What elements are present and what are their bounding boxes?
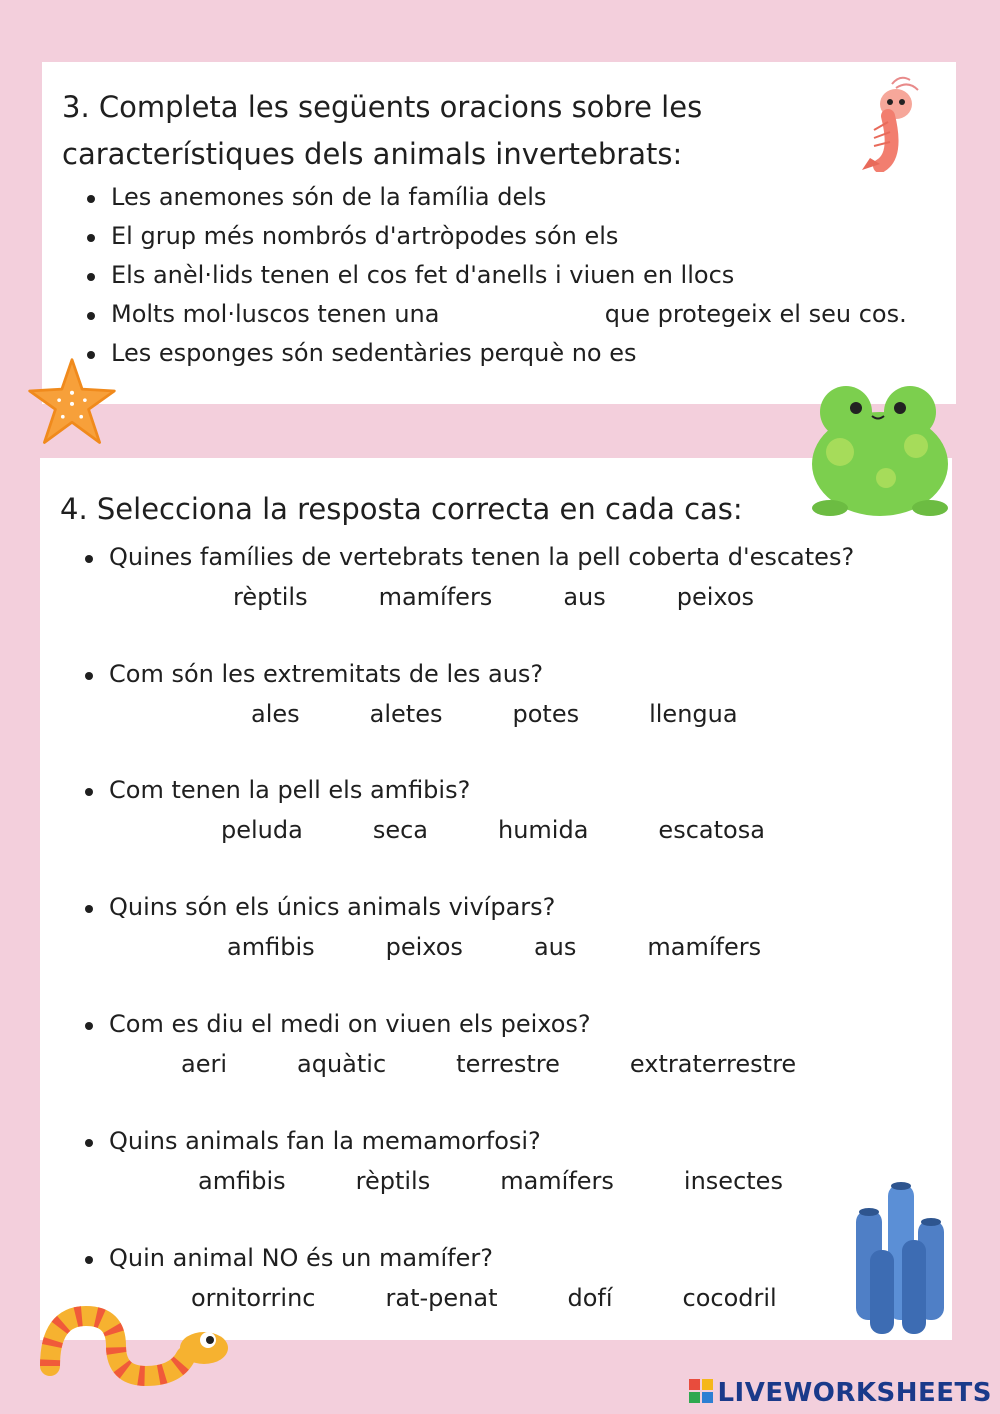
option[interactable]: rèptils bbox=[355, 1167, 431, 1195]
option[interactable]: ales bbox=[251, 700, 300, 728]
question-text: Com tenen la pell els amfibis? bbox=[40, 771, 952, 810]
question-text: Quin animal NO és un mamífer? bbox=[40, 1239, 952, 1278]
option[interactable]: seca bbox=[372, 816, 428, 844]
question-item bbox=[40, 538, 952, 611]
options-row bbox=[227, 927, 761, 967]
option[interactable]: extraterrestre bbox=[629, 1050, 797, 1078]
footer-brand-text: LIVEWORKSHEETS bbox=[717, 1378, 992, 1408]
option[interactable]: insectes bbox=[683, 1167, 783, 1195]
option[interactable]: cocodril bbox=[682, 1284, 777, 1312]
section-4-heading: 4. Selecciona la resposta correcta en cada cas: bbox=[60, 492, 743, 526]
question-item bbox=[40, 1239, 952, 1312]
options-row bbox=[198, 1161, 783, 1201]
question-item bbox=[40, 1005, 952, 1078]
answer-blank[interactable] bbox=[554, 183, 704, 213]
option[interactable]: peixos bbox=[676, 583, 755, 611]
answer-blank[interactable] bbox=[447, 300, 597, 330]
section-3-list bbox=[42, 178, 907, 373]
liveworksheets-logo-icon bbox=[689, 1379, 713, 1407]
option[interactable]: escatosa bbox=[658, 816, 765, 844]
option[interactable]: amfibis bbox=[227, 933, 315, 961]
option[interactable]: rat-penat bbox=[385, 1284, 498, 1312]
option[interactable]: amfibis bbox=[198, 1167, 286, 1195]
answer-blank[interactable] bbox=[644, 339, 794, 369]
question-text: Com es diu el medi on viuen els peixos? bbox=[40, 1005, 952, 1044]
option[interactable]: aletes bbox=[369, 700, 443, 728]
option[interactable]: mamífers bbox=[378, 583, 493, 611]
list-item bbox=[42, 295, 907, 334]
sentence-text-after: que protegeix el seu cos. bbox=[604, 300, 907, 328]
sentence-text: Molts mol·luscos tenen una bbox=[111, 300, 440, 328]
option[interactable]: aus bbox=[533, 933, 577, 961]
shrimp-icon bbox=[852, 74, 928, 176]
answer-blank[interactable] bbox=[626, 222, 776, 252]
footer-brand bbox=[689, 1378, 992, 1408]
list-item bbox=[42, 178, 907, 217]
list-item bbox=[42, 256, 907, 295]
starfish-icon bbox=[26, 356, 118, 452]
question-item bbox=[40, 655, 952, 728]
question-item bbox=[40, 1122, 952, 1195]
options-row bbox=[191, 1278, 777, 1318]
option[interactable]: humida bbox=[498, 816, 589, 844]
options-row bbox=[233, 577, 754, 617]
option[interactable]: dofí bbox=[567, 1284, 613, 1312]
sentence-text: El grup més nombrós d'artròpodes són els bbox=[111, 222, 619, 250]
option[interactable]: aquàtic bbox=[297, 1050, 387, 1078]
option[interactable]: peluda bbox=[221, 816, 303, 844]
list-item bbox=[42, 334, 907, 373]
option[interactable]: llengua bbox=[649, 700, 738, 728]
option[interactable]: potes bbox=[512, 700, 580, 728]
question-item bbox=[40, 771, 952, 844]
frog-icon bbox=[806, 372, 954, 526]
option[interactable]: aus bbox=[563, 583, 606, 611]
option[interactable]: terrestre bbox=[456, 1050, 560, 1078]
option[interactable]: ornitorrinc bbox=[191, 1284, 316, 1312]
question-text: Com són les extremitats de les aus? bbox=[40, 655, 952, 694]
options-row bbox=[251, 694, 738, 734]
option[interactable]: rèptils bbox=[233, 583, 308, 611]
options-row bbox=[221, 810, 765, 850]
section-3-card bbox=[42, 62, 956, 404]
section-4-card bbox=[40, 458, 952, 1340]
question-text: Quines famílies de vertebrats tenen la pell coberta d'escates? bbox=[40, 538, 952, 577]
option[interactable]: mamífers bbox=[647, 933, 762, 961]
question-text: Quins animals fan la memamorfosi? bbox=[40, 1122, 952, 1161]
option[interactable]: aeri bbox=[181, 1050, 228, 1078]
sentence-text: Els anèl·lids tenen el cos fet d'anells i viuen en llocs bbox=[111, 261, 735, 289]
question-text: Quins són els únics animals vivípars? bbox=[40, 888, 952, 927]
options-row bbox=[181, 1044, 796, 1084]
option[interactable]: peixos bbox=[385, 933, 463, 961]
question-item bbox=[40, 888, 952, 961]
section-3-heading: 3. Completa les següents oracions sobre les característiques dels animals invertebrats: bbox=[62, 90, 703, 171]
sentence-text: Les esponges són sedentàries perquè no es bbox=[111, 339, 637, 367]
option[interactable]: mamífers bbox=[500, 1167, 614, 1195]
list-item bbox=[42, 217, 907, 256]
sponge-icon bbox=[842, 1180, 954, 1344]
sentence-text: Les anemones són de la família dels bbox=[111, 183, 547, 211]
snake-icon bbox=[36, 1296, 236, 1392]
